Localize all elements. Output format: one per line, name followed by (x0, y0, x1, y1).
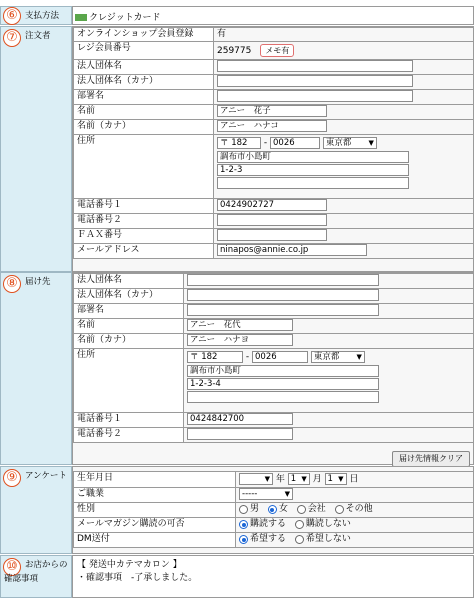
delivery-prefecture-select[interactable]: 東京都 ▼ (311, 351, 365, 363)
birth-year-unit: 年 (275, 474, 285, 485)
delivery-address3-input[interactable] (187, 391, 379, 403)
orderer-zip1-input[interactable]: 182 (231, 137, 248, 148)
orderer-name-label: 名前 (74, 105, 214, 120)
step-number-7: ⑦ (3, 29, 21, 47)
orderer-tel2-label: 電話番号２ (74, 214, 214, 229)
mail-option-label: 購読しない (305, 519, 351, 529)
delivery-zip-separator: - (245, 352, 250, 362)
orderer-zip2-input[interactable]: 0026 (270, 137, 320, 149)
confirm-line2: ・確認事項 -了承しました。 (77, 573, 198, 583)
survey-table (73, 471, 474, 548)
orderer-label: 注文者 (25, 31, 51, 41)
step-number-6: ⑥ (3, 7, 21, 25)
orderer-name-input[interactable]: アニー 花子 (217, 105, 327, 117)
payment-value-cell (72, 6, 474, 25)
gender-radio-other[interactable] (335, 505, 344, 514)
dm-radio-no[interactable] (295, 535, 304, 544)
orderer-corp-kana-label: 法人団体名（カナ） (74, 75, 214, 90)
orderer-prefecture-select[interactable]: 東京都 ▼ (323, 137, 377, 149)
gender-radio-female[interactable] (268, 505, 277, 514)
step-number-9: ⑨ (3, 469, 21, 487)
job-label: ご職業 (74, 488, 236, 503)
orderer-fax-input[interactable] (217, 229, 327, 241)
delivery-zip-mark: 〒 (190, 351, 199, 362)
confirm-section (72, 555, 474, 598)
mail-radio-subscribe[interactable] (239, 520, 248, 529)
delivery-table (73, 273, 474, 443)
chevron-down-icon: ▼ (368, 139, 374, 147)
orderer-fax-label: ＦＡＸ番号 (74, 229, 214, 244)
orderer-zip-separator: - (263, 138, 268, 148)
gender-label: 性別 (74, 503, 236, 518)
orderer-tel1-input[interactable]: 0424902727 (217, 199, 327, 211)
birth-year-select[interactable] (239, 473, 273, 485)
survey-label-cell (0, 466, 72, 554)
orderer-tel1-label: 電話番号１ (74, 199, 214, 214)
orderer-email-input[interactable]: ninapos@annie.co.jp (217, 244, 367, 256)
delivery-label: 届け先 (25, 277, 51, 287)
orderer-dept-label: 部署名 (74, 90, 214, 105)
payment-method-value: クレジットカード (89, 13, 161, 23)
orderer-email-label: メールアドレス (74, 244, 214, 259)
mail-radio-unsubscribe[interactable] (295, 520, 304, 529)
survey-label: アンケート (25, 471, 67, 481)
orderer-zip-mark: 〒 (220, 137, 229, 148)
orderer-corp-kana-input[interactable] (217, 75, 413, 87)
chevron-down-icon: ▼ (301, 475, 307, 483)
orderer-address3-input[interactable] (217, 177, 409, 189)
delivery-zip1-input[interactable]: 182 (201, 351, 218, 362)
orderer-name-kana-label: 名前（カナ） (74, 120, 214, 135)
delivery-corp-label: 法人団体名 (74, 274, 184, 289)
orderer-shop-reg-value: 有 (214, 28, 474, 42)
orderer-name-kana-input[interactable]: アニー ハナコ (217, 120, 327, 132)
delivery-dept-input[interactable] (187, 304, 379, 316)
delivery-label-cell (0, 272, 72, 465)
orderer-reg-no-value: 259775 (217, 46, 252, 56)
orderer-shop-reg-label: オンラインショップ会員登録 (74, 28, 214, 42)
delivery-dept-label: 部署名 (74, 304, 184, 319)
orderer-reg-no-label: レジ会員番号 (74, 42, 214, 60)
gender-option-label: その他 (345, 504, 373, 514)
gender-option-label: 女 (278, 504, 288, 514)
credit-card-icon (75, 14, 87, 21)
dm-radio-yes[interactable] (239, 535, 248, 544)
step-number-10: ⑩ (3, 558, 21, 576)
gender-radio-company[interactable] (297, 505, 306, 514)
clear-delivery-button[interactable]: 届け先情報クリア (392, 451, 470, 467)
delivery-tel2-label: 電話番号２ (74, 428, 184, 443)
delivery-address1-input[interactable]: 調布市小島町 (187, 365, 379, 377)
birth-month-unit: 月 (312, 474, 322, 485)
gender-radio-male[interactable] (239, 505, 248, 514)
delivery-name-input[interactable]: アニー 花代 (187, 319, 293, 331)
orderer-tel2-input[interactable] (217, 214, 327, 226)
delivery-tel2-input[interactable] (187, 428, 293, 440)
orderer-address1-input[interactable]: 調布市小島町 (217, 151, 409, 163)
birth-month-select[interactable]: 1 ▼ (288, 473, 310, 485)
chevron-down-icon: ▼ (338, 475, 344, 483)
orderer-corp-input[interactable] (217, 60, 413, 72)
orderer-table (73, 27, 474, 259)
delivery-address-label: 住所 (74, 349, 184, 413)
dm-option-label: 希望しない (305, 534, 351, 544)
orderer-address-label: 住所 (74, 135, 214, 199)
mail-option-label: 購読する (250, 519, 287, 529)
orderer-address2-input[interactable]: 1-2-3 (217, 164, 409, 176)
delivery-corp-kana-label: 法人団体名（カナ） (74, 289, 184, 304)
orderer-label-cell (0, 26, 72, 272)
delivery-tel1-label: 電話番号１ (74, 413, 184, 428)
job-select[interactable]: ----- ▼ (239, 488, 293, 500)
orderer-corp-label: 法人団体名 (74, 60, 214, 75)
delivery-tel1-input[interactable]: 0424842700 (187, 413, 293, 425)
birth-label: 生年月日 (74, 472, 236, 488)
chevron-down-icon: ▼ (284, 490, 290, 498)
gender-option-label: 会社 (307, 504, 326, 514)
delivery-name-label: 名前 (74, 319, 184, 334)
confirm-label-line1: お店からの (25, 560, 68, 570)
delivery-corp-input[interactable] (187, 274, 379, 286)
delivery-zip2-input[interactable]: 0026 (252, 351, 308, 363)
birth-day-select[interactable]: 1 ▼ (325, 473, 347, 485)
memo-button[interactable]: メモ有 (260, 44, 294, 57)
mail-label: メールマガジン購読の可否 (74, 518, 236, 533)
birth-day-unit: 日 (349, 474, 359, 485)
payment-label-cell (0, 6, 72, 25)
confirm-line1: 【 発送中カテマカロン 】 (77, 560, 182, 570)
confirm-label-line2: 確認事項 (4, 574, 39, 584)
payment-label: 支払方法 (25, 11, 60, 21)
delivery-name-kana-label: 名前（カナ） (74, 334, 184, 349)
gender-option-label: 男 (250, 504, 260, 514)
dm-option-label: 希望する (250, 534, 287, 544)
orderer-dept-input[interactable] (217, 90, 413, 102)
chevron-down-icon: ▼ (356, 353, 362, 361)
delivery-name-kana-input[interactable]: アニー ハナヨ (187, 334, 293, 346)
chevron-down-icon: ▼ (264, 475, 270, 483)
delivery-address2-input[interactable]: 1-2-3-4 (187, 378, 379, 390)
step-number-8: ⑧ (3, 275, 21, 293)
delivery-corp-kana-input[interactable] (187, 289, 379, 301)
confirm-label-cell (0, 555, 72, 598)
dm-label: DM送付 (74, 533, 236, 548)
